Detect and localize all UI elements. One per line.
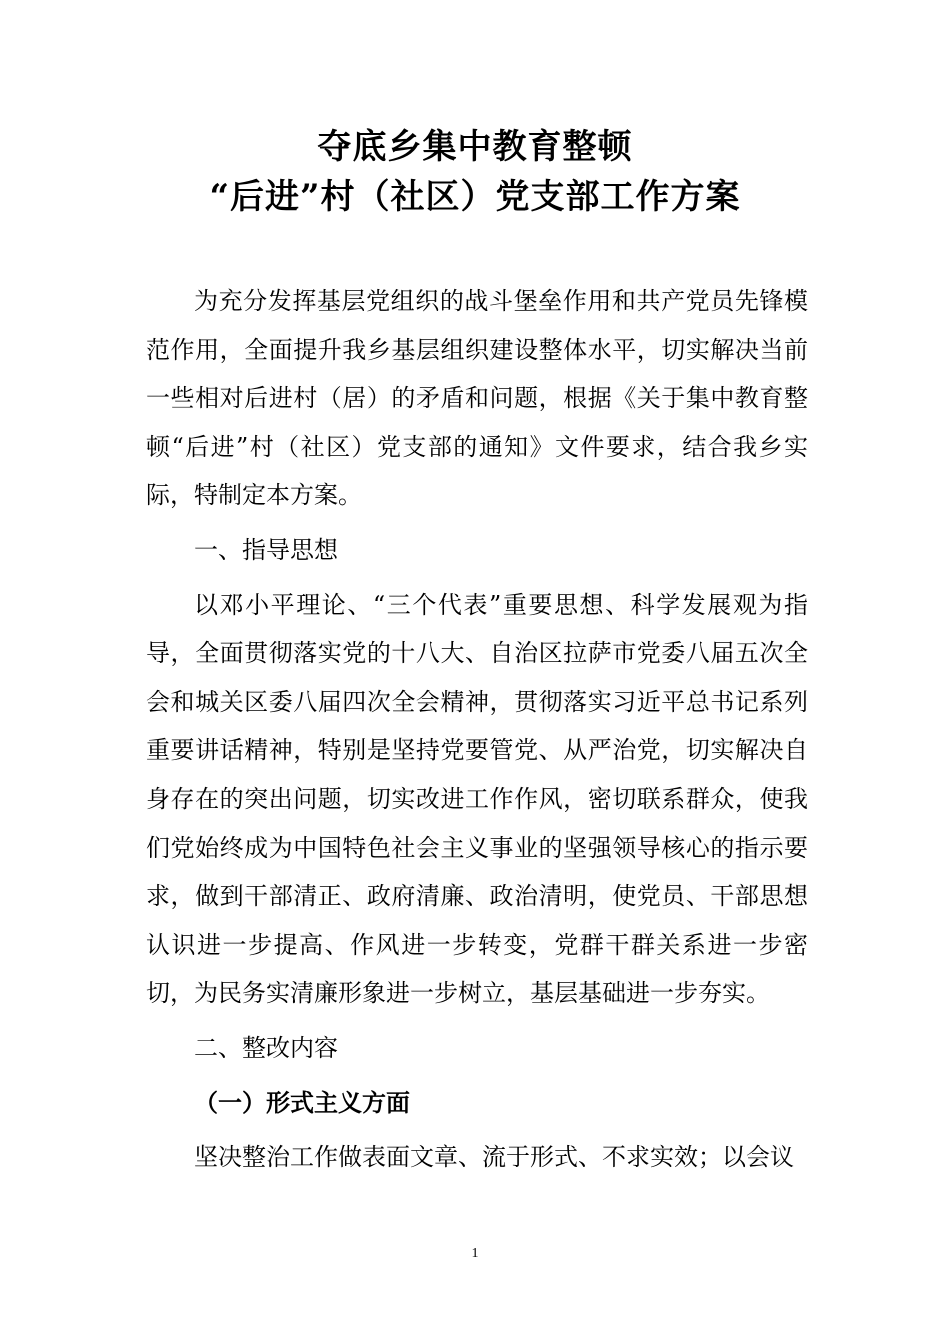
intro-paragraph: 为充分发挥基层党组织的战斗堡垒作用和共产党员先锋模范作用，全面提升我乡基层组织建设整体水平，切实解决当前一些相对后进村（居）的矛盾和问题，根据《关于集中教育整顿“后进”村（社区）党支部的通知》文件要求，结合我乡实际，特制定本方案。 [146, 287, 808, 510]
title-line-2: “后进”村（社区）党支部工作方案 [209, 177, 741, 217]
title-line-1: 夺底乡集中教育整顿 [317, 127, 633, 167]
section-1-heading: 一、指导思想 [194, 535, 338, 564]
page-number: 1 [471, 1246, 479, 1261]
document-title [0, 122, 950, 222]
subsection-1-paragraph: 坚决整治工作做表面文章、流于形式、不求实效；以会议 [194, 1143, 794, 1172]
section-2-heading: 二、整改内容 [194, 1033, 338, 1062]
subsection-1-heading: （一）形式主义方面 [194, 1088, 410, 1117]
document-body [146, 277, 808, 1182]
section-1-paragraph: 以邓小平理论、“三个代表”重要思想、科学发展观为指导，全面贯彻落实党的十八大、自治区拉萨市党委八届五次全会和城关区委八届四次全会精神，贯彻落实习近平总书记系列重要讲话精神，特别是坚持党要管党、从严治党，切实解决自身存在的突出问题，切实改进工作作风，密切联系群众，使我们党始终成为中国特色社会主义事业的坚强领导核心的指示要求，做到干部清正、政府清廉、政治清明，使党员、干部思想认识进一步提高、作风进一步转变，党群干群关系进一步密切，为民务实清廉形象进一步树立，基层基础进一步夯实。 [146, 590, 808, 1008]
